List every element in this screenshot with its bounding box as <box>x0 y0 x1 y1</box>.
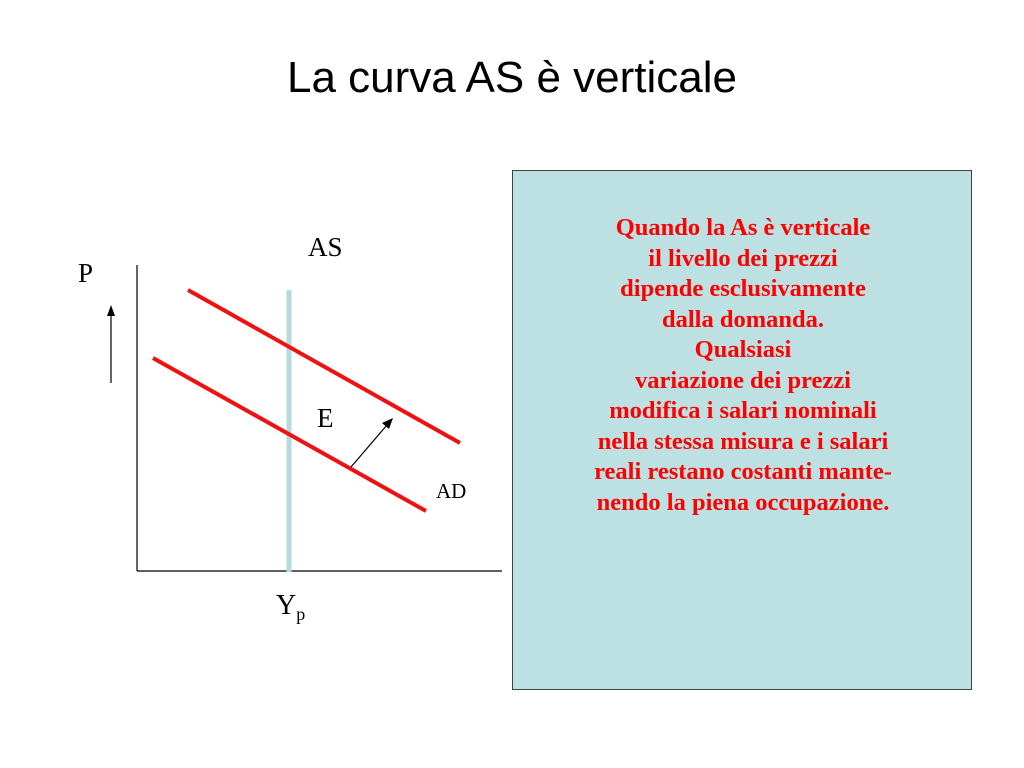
explanation-line: il livello dei prezzi <box>648 244 838 272</box>
ad-shift-arrow-head <box>382 418 393 429</box>
explanation-box <box>512 170 972 690</box>
price-arrow-head <box>107 305 115 316</box>
ad-curve-label: AD <box>436 479 467 503</box>
ad-shift-arrow <box>351 425 387 467</box>
explanation-line: dipende esclusivamente <box>620 275 866 302</box>
explanation-line: dalla domanda. <box>661 305 825 333</box>
explanation-line: nendo la piena occupazione. <box>596 488 890 516</box>
potential-output-label <box>276 590 305 625</box>
explanation-line: reali restano costanti mante- <box>594 458 892 485</box>
explanation-line: modifica i salari nominali <box>609 397 877 424</box>
output-label-base: Y <box>276 590 297 621</box>
explanation-line: nella stessa misura e i salari <box>597 427 889 455</box>
output-label-subscript: p <box>296 604 306 624</box>
explanation-line: Qualsiasi <box>694 336 792 363</box>
slide-title: La curva AS è verticale <box>286 53 737 102</box>
equilibrium-label: E <box>317 403 334 433</box>
explanation-line: Quando la As è verticale <box>615 214 871 241</box>
as-curve-label: AS <box>308 232 343 262</box>
explanation-text <box>513 213 973 518</box>
price-axis-label: P <box>78 258 94 288</box>
explanation-line: variazione dei prezzi <box>635 366 851 394</box>
